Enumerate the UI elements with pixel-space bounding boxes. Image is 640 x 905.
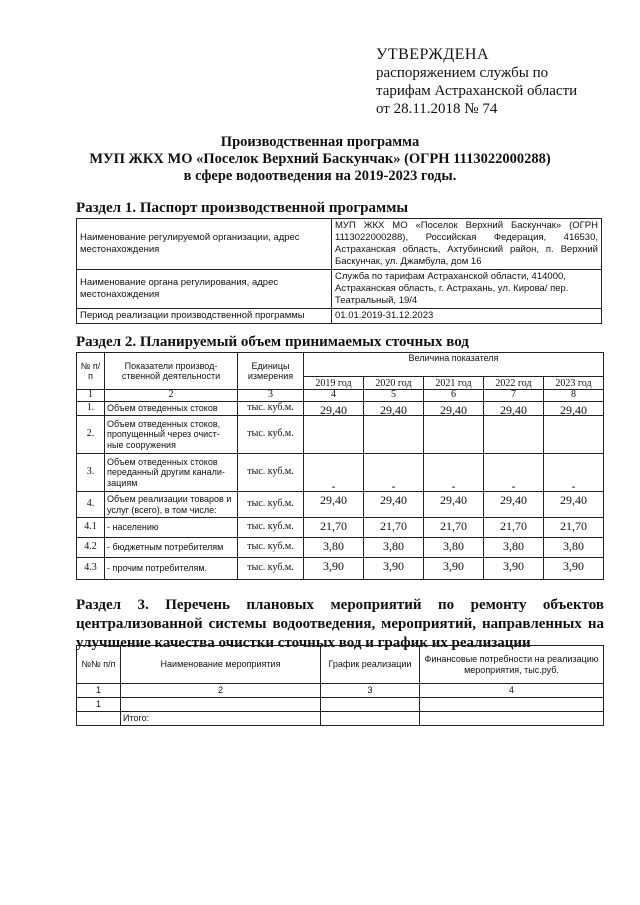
approval-block [376,46,626,118]
row-value [304,416,364,454]
col-number: 3 [238,390,304,402]
table-header-row [77,646,604,684]
table-row [77,712,604,726]
table-row [77,538,604,558]
row-name: Объем отведенных стоков, пропущенный через очист-ные сооружения [105,416,238,454]
row-value: 29,40 [544,401,604,416]
col-number: 2 [105,390,238,402]
header-unit: Единицы измерения [238,353,304,390]
row-value: 29,40 [424,492,484,518]
approval-line-3: от 28.11.2018 № 74 [376,101,498,117]
header-year: 2023 год [544,377,604,390]
row-unit: тыс. куб.м. [238,401,304,416]
row-value [484,416,544,454]
program-title [0,134,640,185]
col-number: 5 [364,390,424,402]
row-value: 29,40 [424,401,484,416]
row-value: 29,40 [544,492,604,518]
passport-label: Наименование органа регулирования, адрес местонахождения [77,270,332,309]
col-number: 3 [321,684,420,698]
approval-title: УТВЕРЖДЕНА [376,46,490,63]
row-value: 3,80 [484,538,544,558]
row-value: 29,40 [304,401,364,416]
row-value: 3,80 [424,538,484,558]
row-finance [420,712,604,726]
row-value [364,416,424,454]
section3-title: Раздел 3. Перечень плановых мероприятий по ремонту объектов централизованной системы водоотведения, мероприятий, направленных на улучшение качества очистки сточных вод и график их реализации [76,597,604,651]
row-value: 21,70 [484,518,544,538]
passport-table [76,218,602,324]
column-number-row [77,390,604,402]
col-number: 1 [77,390,105,402]
row-num: 4.2 [77,538,105,558]
table-header-row [77,353,604,377]
passport-value: 01.01.2019-31.12.2023 [332,309,602,324]
row-num: 4.3 [77,558,105,580]
header-year: 2020 год [364,377,424,390]
row-unit: тыс. куб.м. [238,558,304,580]
row-value: 29,40 [484,492,544,518]
volume-table [76,352,604,580]
program-title-line-1: Производственная программа [220,134,420,150]
row-value [544,416,604,454]
row-value [424,416,484,454]
table-row [77,416,604,454]
row-name: - прочим потребителям. [105,558,238,580]
col-number: 2 [121,684,321,698]
row-name: Объем отведенных стоков переданный другим канали-зациям [105,454,238,492]
table-row [77,309,602,324]
row-value: 29,40 [304,492,364,518]
row-num: 4. [77,492,105,518]
row-value: 3,80 [304,538,364,558]
row-num: 2. [77,416,105,454]
table-row [77,698,604,712]
row-num: 1. [77,401,105,416]
row-value: 21,70 [424,518,484,538]
row-value: 21,70 [364,518,424,538]
header-year: 2019 год [304,377,364,390]
row-num: 1 [77,698,121,712]
col-number: 4 [420,684,604,698]
passport-value: Служба по тарифам Астраханской области, 414000, Астраханская область, г. Астрахань, ул. Кирова/ пер. Театральный, 19/4 [332,270,602,309]
table-row [77,219,602,270]
row-num [77,712,121,726]
passport-value: МУП ЖКХ МО «Поселок Верхний Баскунчак» (ОГРН 1113022000288), Российская Федерация, 416530, Астраханская область, Ахтубинский район, п. Верхний Баскунчак, ул. Джамбула, дом 16 [332,219,602,270]
row-unit: тыс. куб.м. [238,518,304,538]
header-year: 2021 год [424,377,484,390]
row-value: 3,90 [544,558,604,580]
header-year: 2022 год [484,377,544,390]
row-name: - бюджетным потребителям [105,538,238,558]
total-label: Итого: [121,712,321,726]
row-value: - [304,454,364,492]
row-value: - [544,454,604,492]
table-row [77,518,604,538]
header-num: № п/п [77,353,105,390]
row-value: 3,90 [304,558,364,580]
row-name: Объем отведенных стоков [105,401,238,416]
table-row [77,492,604,518]
row-value: - [484,454,544,492]
col-number: 6 [424,390,484,402]
row-num: 4.1 [77,518,105,538]
row-value: 21,70 [544,518,604,538]
row-finance [420,698,604,712]
row-schedule [321,698,420,712]
approval-line-1: распоряжением службы по [376,65,549,81]
row-value: - [364,454,424,492]
row-name [121,698,321,712]
col-number: 1 [77,684,121,698]
header-finance: Финансовые потребности на реализацию мероприятия, тыс.руб. [420,646,604,684]
row-unit: тыс. куб.м. [238,454,304,492]
measures-table [76,645,604,726]
header-schedule: График реализации [321,646,420,684]
header-name: Наименование мероприятия [121,646,321,684]
row-name: Объем реализации товаров и услуг (всего), в том числе: [105,492,238,518]
row-value: 29,40 [484,401,544,416]
program-title-line-2: МУП ЖКХ МО «Поселок Верхний Баскунчак» (ОГРН 1113022000288) [89,151,551,167]
table-row [77,454,604,492]
row-name: - населению [105,518,238,538]
row-unit: тыс. куб.м. [238,492,304,518]
col-number: 8 [544,390,604,402]
table-row [77,270,602,309]
column-number-row [77,684,604,698]
section2-title: Раздел 2. Планируемый объем принимаемых сточных вод [76,334,469,350]
row-value: 3,90 [364,558,424,580]
row-schedule [321,712,420,726]
row-value: - [424,454,484,492]
row-value: 3,80 [544,538,604,558]
col-number: 4 [304,390,364,402]
program-title-line-3: в сфере водоотведения на 2019-2023 годы. [183,168,457,184]
row-value: 29,40 [364,492,424,518]
row-value: 3,80 [364,538,424,558]
row-value: 21,70 [304,518,364,538]
row-unit: тыс. куб.м. [238,538,304,558]
col-number: 7 [484,390,544,402]
header-indicator: Показатели производ-ственной деятельности [105,353,238,390]
table-row [77,558,604,580]
row-value: 3,90 [484,558,544,580]
row-num: 3. [77,454,105,492]
table-row [77,401,604,416]
section1-title: Раздел 1. Паспорт производственной программы [76,200,409,216]
row-value: 3,90 [424,558,484,580]
row-value: 29,40 [364,401,424,416]
passport-label: Период реализации производственной программы [77,309,332,324]
header-num: №№ п/п [77,646,121,684]
header-value: Величина показателя [304,353,604,377]
approval-line-2: тарифам Астраханской области [376,83,578,99]
row-unit: тыс. куб.м. [238,416,304,454]
passport-label: Наименование регулируемой организации, адрес местонахождения [77,219,332,270]
